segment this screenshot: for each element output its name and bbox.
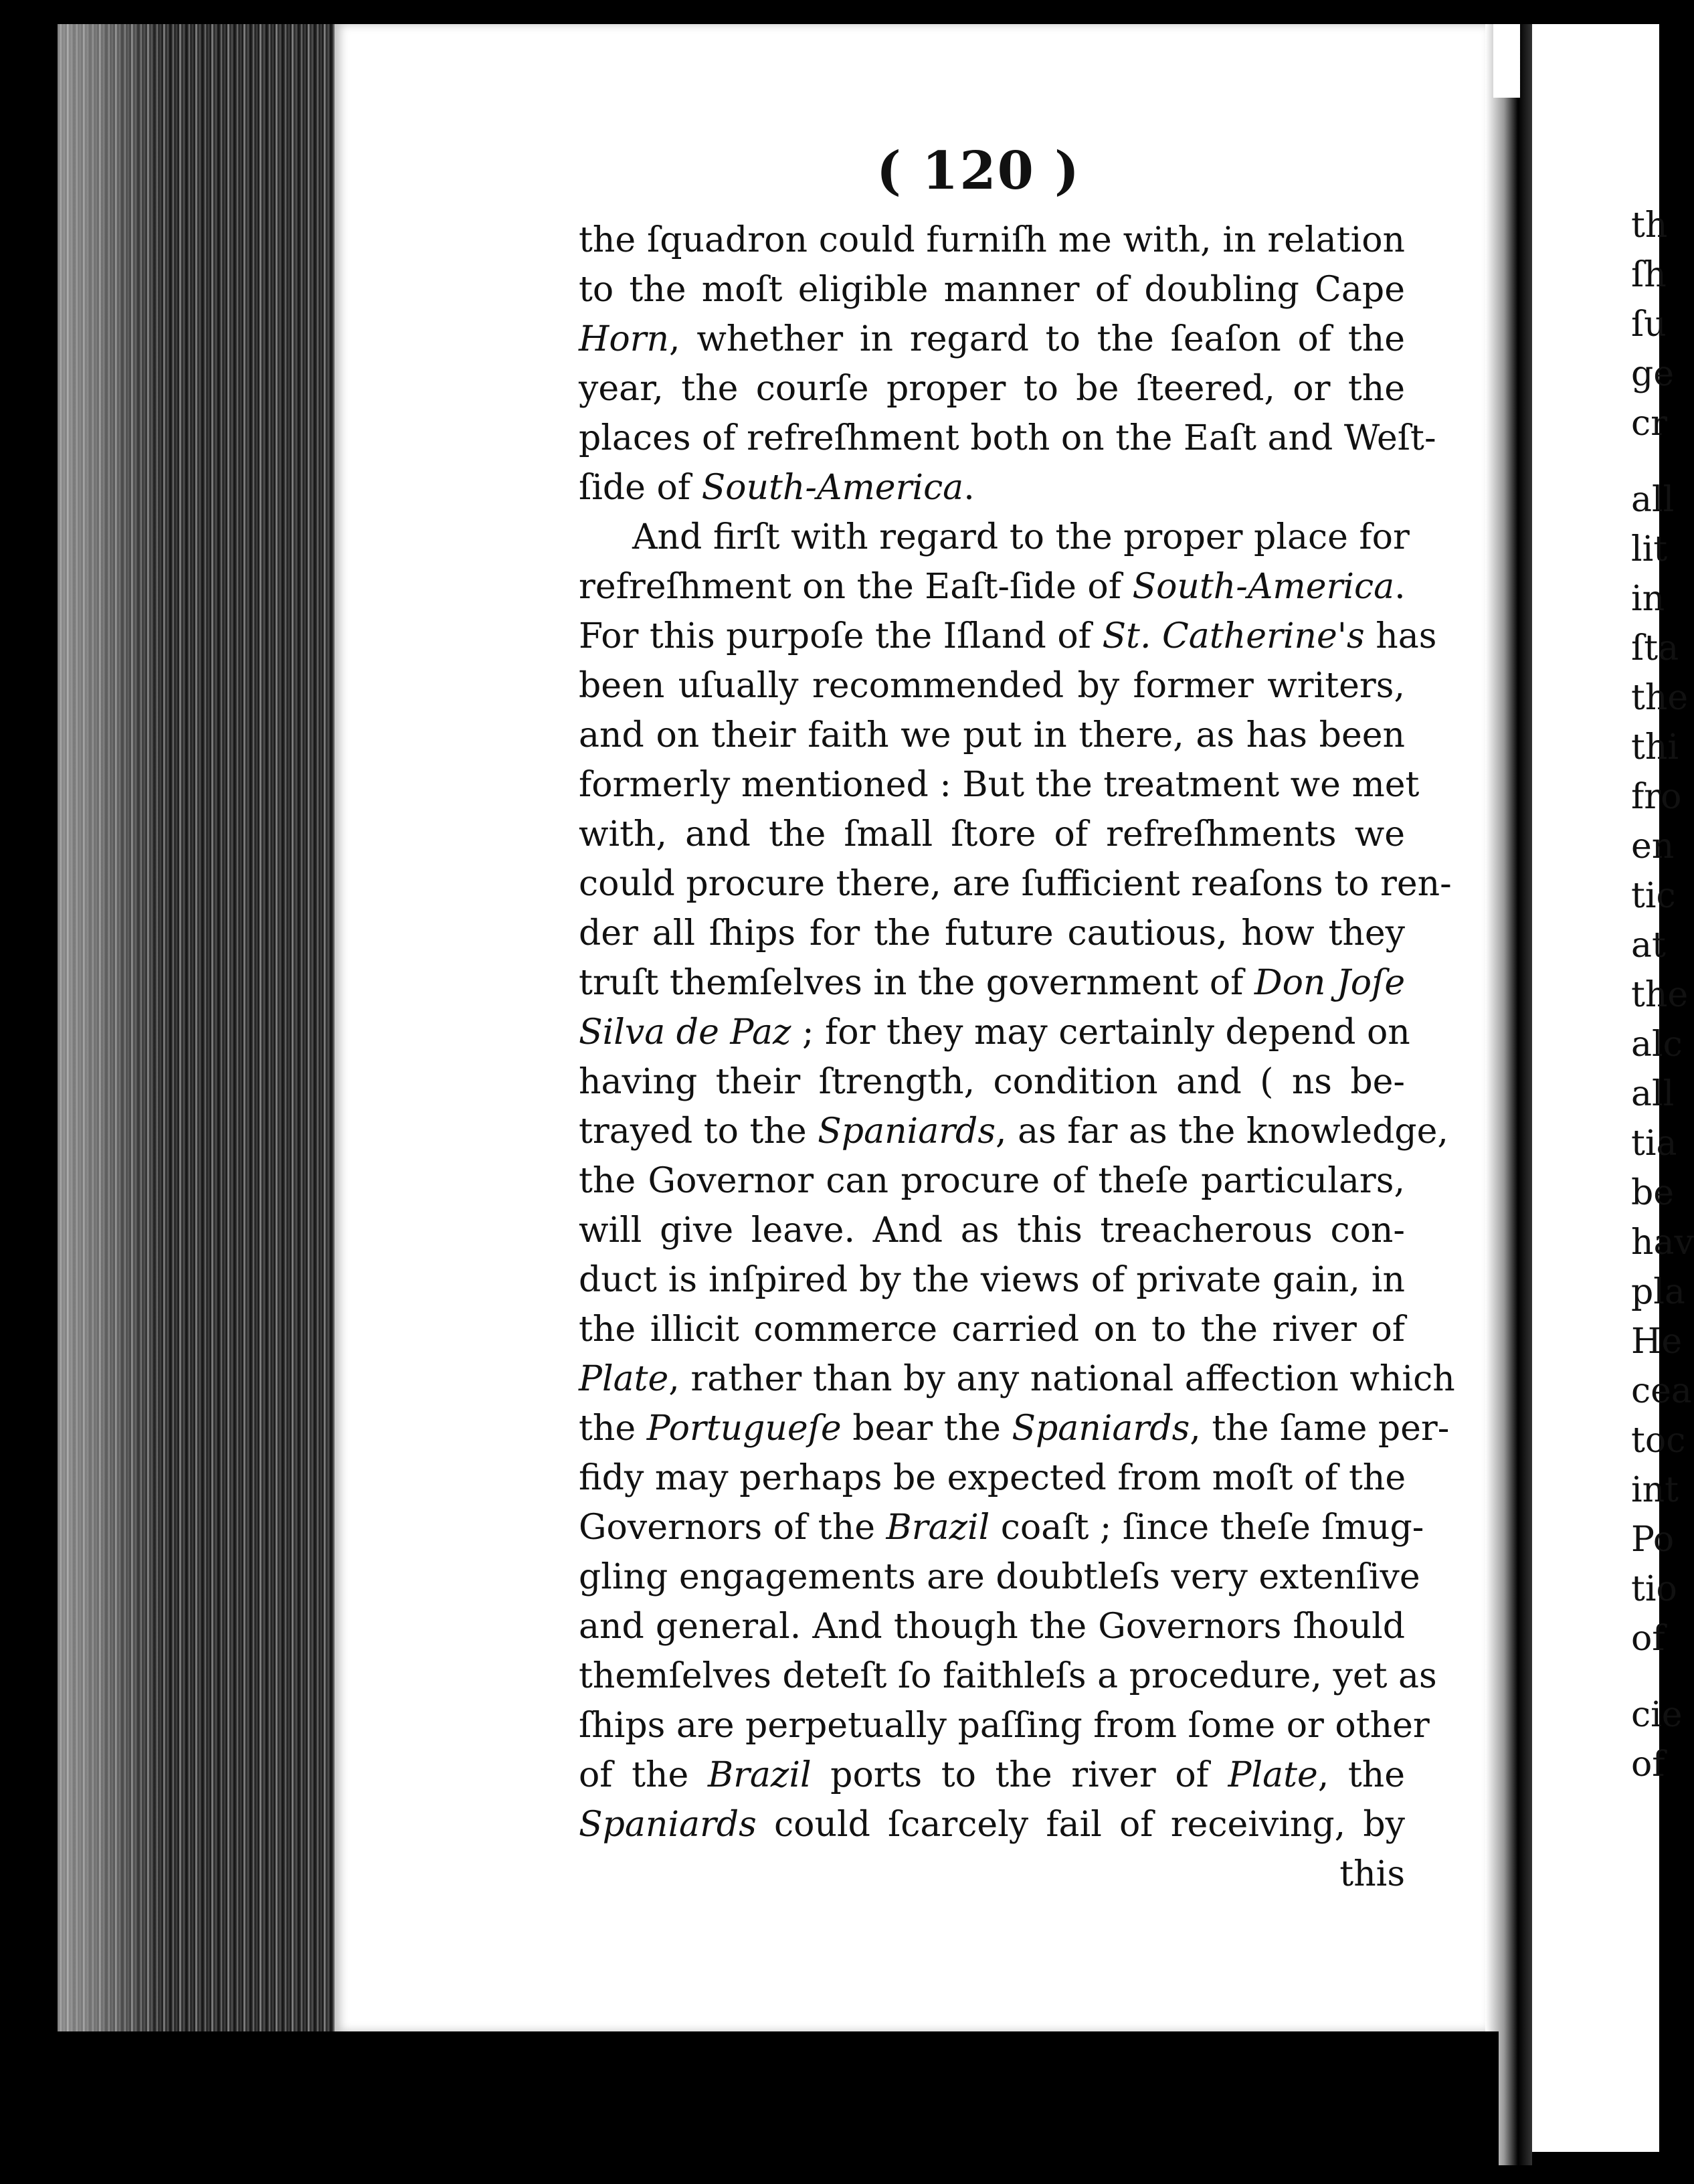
facing-text-fragment: in: [1631, 579, 1665, 619]
text-line: and on their faith we put in there, as has been: [579, 715, 1405, 755]
text-line: Plate, rather than by any national affection which: [579, 1359, 1455, 1399]
text-line: the Governor can procure of theſe particulars,: [579, 1161, 1405, 1201]
facing-text-fragment: He: [1631, 1322, 1683, 1362]
facing-text-fragment: ge: [1631, 354, 1675, 394]
text-line: the ſquadron could furniſh me with, in relation: [579, 220, 1405, 260]
facing-text-fragment: cea: [1631, 1371, 1692, 1411]
text-line: der all ſhips for the future cautious, how they: [579, 913, 1405, 953]
facing-text-fragment: all: [1631, 480, 1675, 520]
facing-text-fragment: toc: [1631, 1421, 1686, 1461]
text-line: Governors of the Brazil coaſt ; ſince theſe ſmug-: [579, 1508, 1424, 1548]
text-line: with, and the ſmall ſtore of refreſhments we: [579, 814, 1405, 854]
facing-text-fragment: at: [1631, 925, 1666, 966]
text-line: ſhips are perpetually paſſing from ſome or other: [579, 1706, 1430, 1746]
text-line: ſide of South-America.: [579, 468, 975, 508]
facing-text-fragment: ſta: [1631, 628, 1679, 668]
facing-text-fragment: th: [1631, 205, 1668, 246]
text-line: and general. And though the Governors ſhould: [579, 1607, 1405, 1647]
facing-text-fragment: be: [1631, 1173, 1675, 1213]
facing-text-fragment: the: [1631, 975, 1689, 1015]
text-line: For this purpoſe the Iſland of St. Catherine's has: [579, 616, 1437, 656]
facing-text-fragment: all: [1631, 1074, 1675, 1114]
text-line: duct is inſpired by the views of private gain, in: [579, 1260, 1405, 1300]
facing-text-fragment: ſu: [1631, 304, 1667, 345]
facing-text-fragment: tio: [1631, 1569, 1677, 1609]
text-line: truſt themſelves in the government of Don Joſe: [579, 963, 1406, 1003]
text-line: to the moſt eligible manner of doubling Cape: [579, 270, 1405, 310]
facing-text-fragment: tia: [1631, 1123, 1677, 1164]
text-line: And firſt with regard to the proper place for: [632, 517, 1410, 557]
facing-text-fragment: of: [1631, 1744, 1665, 1785]
text-line: the Portugueſe bear the Spaniards, the ſame per-: [579, 1408, 1450, 1449]
page-number: ( 120 ): [876, 141, 1080, 201]
text-line: having their ſtrength, condition and ( ns be-: [579, 1062, 1405, 1102]
text-line: of the Brazil ports to the river of Plate, the: [579, 1755, 1406, 1795]
text-line: themſelves deteſt ſo faithleſs a procedure, yet as: [579, 1656, 1437, 1696]
text-line: year, the courſe proper to be ſteered, or the: [579, 369, 1405, 409]
text-line: been uſually recommended by former writers,: [579, 666, 1405, 706]
text-line: Horn, whether in regard to the ſeaſon of the: [579, 319, 1405, 359]
facing-text-fragment: hav: [1631, 1222, 1694, 1263]
facing-page-text: [1631, 201, 1694, 1789]
facing-text-fragment: tic: [1631, 876, 1676, 916]
facing-text-fragment: the: [1631, 678, 1689, 718]
facing-text-fragment: of: [1631, 1619, 1665, 1659]
facing-text-fragment: fro: [1631, 777, 1682, 817]
book-gutter: [1485, 24, 1532, 2165]
text-line: fidy may perhaps be expected from moſt of the: [579, 1458, 1406, 1498]
text-line: the illicit commerce carried on to the river of: [579, 1309, 1405, 1350]
text-line: Spaniards could ſcarcely fail of receiving, by: [579, 1805, 1405, 1845]
scan-background: [0, 2031, 1499, 2184]
facing-text-fragment: alc: [1631, 1024, 1683, 1065]
facing-text-fragment: int: [1631, 1470, 1679, 1510]
facing-text-fragment: cie: [1631, 1695, 1683, 1735]
facing-text-fragment: pla: [1631, 1272, 1685, 1312]
facing-text-fragment: ſh: [1631, 255, 1667, 295]
catchword: this: [1339, 1854, 1405, 1894]
text-line: will give leave. And as this treacherous con-: [579, 1210, 1405, 1251]
facing-text-fragment: en: [1631, 826, 1675, 867]
text-line: could procure there, are ſufficient reaſons to ren-: [579, 864, 1452, 904]
text-line: places of refreſhment both on the Eaſt and Weſt-: [579, 418, 1436, 458]
text-line: Silva de Paz ; for they may certainly d⁠epend on: [579, 1012, 1410, 1053]
text-line: gling engagements are doubtleſs very extenſive: [579, 1557, 1420, 1597]
page-corner: [1493, 24, 1520, 98]
facing-text-fragment: thi: [1631, 727, 1679, 767]
facing-text-fragment: Po: [1631, 1520, 1675, 1560]
page-edge-highlight: [58, 24, 165, 2031]
text-line: trayed to the Spaniards, as far as the knowledge,: [579, 1111, 1448, 1152]
facing-text-fragment: cr: [1631, 403, 1667, 444]
text-line: refreſhment on the Eaſt-ſide of South-America.: [579, 567, 1406, 607]
page-body-text: [579, 215, 1455, 1899]
facing-text-fragment: lit: [1631, 529, 1668, 569]
text-line: formerly mentioned : But the treatment we met: [579, 765, 1420, 805]
